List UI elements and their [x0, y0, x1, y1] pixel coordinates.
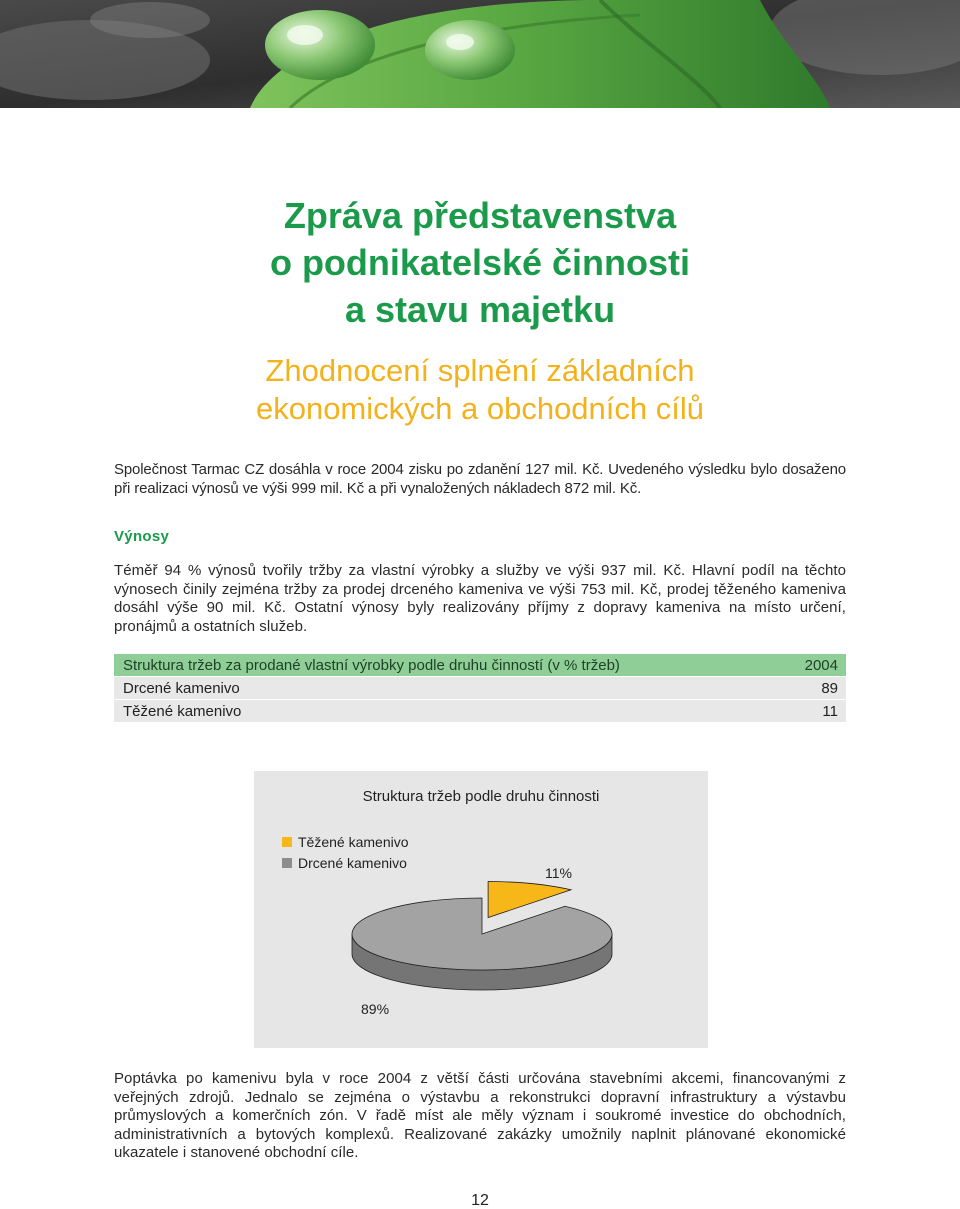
intro-paragraph: Společnost Tarmac CZ dosáhla v roce 2004 zisku po zdanění 127 mil. Kč. Uvedeného výsledku bylo dosaženo při realizaci výnosů ve výši 999 mil. Kč a při vynaložených nákladech 872 mil. Kč. — [114, 461, 846, 497]
table-cell-label: Těžené kamenivo — [123, 702, 242, 720]
demand-paragraph: Poptávka po kamenivu byla v roce 2004 z větší části určována stavebními akcemi, financovanými z veřejných zdrojů. Jednalo se zejména o výstavbu a rekonstrukci dopravní infrastruktury a výstavbu průmyslových a komerčních zón. V řadě míst ale měly význam i soukromé investice do obchodních, administrativních a bytových komplexů. Realizované zakázky umožnily naplnit plánované ekonomické ukazatele i stanovené obchodní cíle. — [114, 1070, 846, 1161]
slice-label-drcene: 89% — [361, 1001, 390, 1017]
table-row — [114, 700, 846, 722]
revenue-paragraph: Téměř 94 % výnosů tvořily tržby za vlastní výrobky a služby ve výši 937 mil. Kč. Hlavní podíl na těchto výnosech činily zejména tržby za prodej drceného kameniva ve výši 753 mil. Kč, prodej těženého kameniva dosáhl výše 90 mil. Kč. Ostatní výnosy byly realizovány příjmy z dopravy kameniva na místo určení, pronájmů a ostatních služeb. — [114, 562, 846, 635]
main-title-line: o podnikatelské činnosti — [269, 242, 691, 283]
pie-chart-plot — [254, 771, 708, 1048]
subtitle-line: ekonomických a obchodních cílů — [255, 391, 705, 426]
section-heading-revenue: Výnosy — [114, 528, 170, 545]
header-photo — [0, 0, 960, 108]
main-title-line: Zpráva představenstva — [283, 195, 677, 236]
slice-label-tezene: 11% — [545, 865, 572, 881]
slice-drcene — [352, 898, 612, 970]
chart-title: Struktura tržeb podle druhu činnosti — [362, 788, 600, 805]
main-title-line: a stavu majetku — [344, 289, 616, 330]
subtitle-line: Zhodnocení splnění základních — [265, 353, 695, 388]
table-header-row — [114, 654, 846, 676]
table-row — [114, 677, 846, 699]
table-header-label: Struktura tržeb za prodané vlastní výrobky podle druhu činností (v % tržeb) — [123, 656, 620, 674]
table-cell-label: Drcené kamenivo — [123, 679, 240, 697]
pie-chart — [254, 771, 708, 1048]
legend-label: Drcené kamenivo — [298, 854, 407, 871]
table-cell-value: 89 — [821, 679, 838, 697]
leaf-photo-image — [0, 0, 960, 108]
page-number: 12 — [471, 1192, 489, 1209]
subtitle — [0, 352, 960, 428]
revenue-structure-table — [114, 654, 846, 723]
main-title — [0, 192, 960, 333]
table-header-year: 2004 — [804, 656, 838, 674]
table-cell-value: 11 — [822, 702, 838, 720]
legend-label: Těžené kamenivo — [298, 833, 409, 850]
